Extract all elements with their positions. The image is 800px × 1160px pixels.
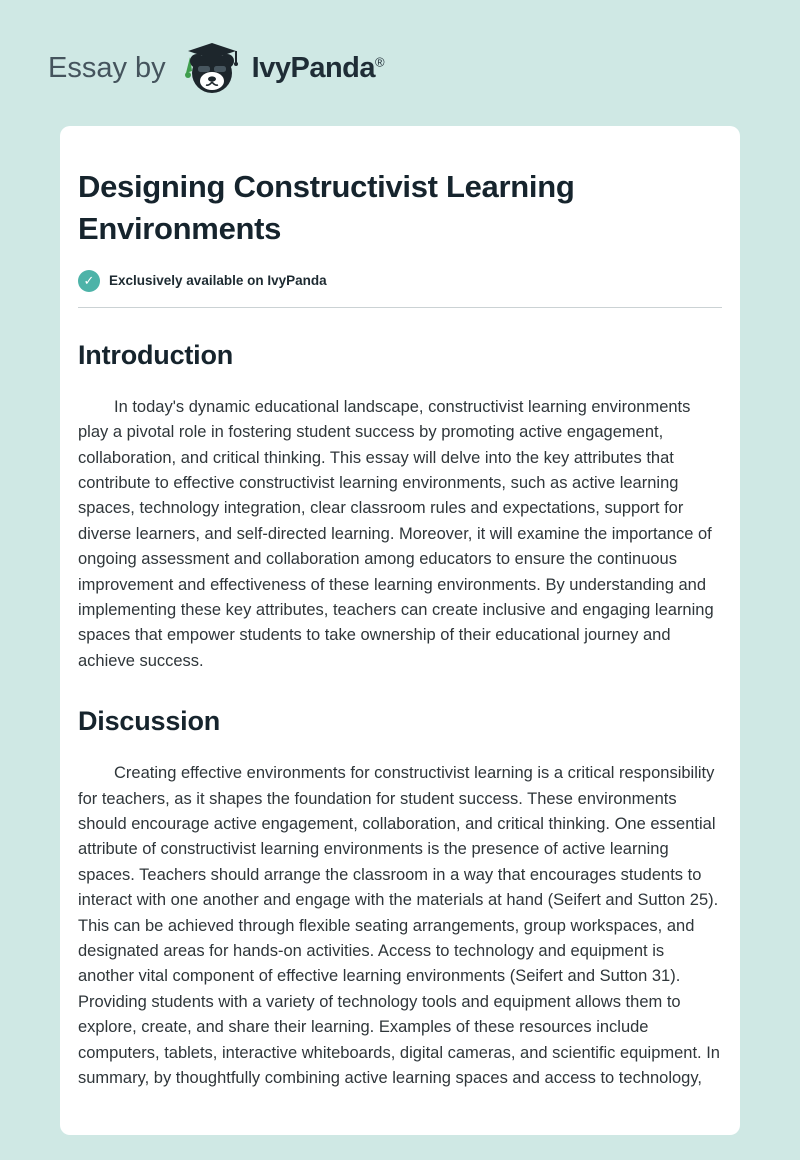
- discussion-paragraph: Creating effective environments for constructivist learning is a critical responsibility for teachers, as it shapes the foundation for student success. These environments should encourage active engagement, collaboration, and critical thinking. One essential attribute of constructivist learning environments is the presence of active learning spaces. Teachers should arrange the classroom in a way that encourages students to interact with one another and engage with the materials at hand (Seifert and Sutton 25). This can be achieved through flexible seating arrangements, group workspaces, and designated areas for hands-on activities. Access to technology and equipment is another vital component of effective learning environments (Seifert and Sutton 31). Providing students with a variety of technology tools and equipment allows them to explore, create, and share their learning. Examples of these resources include computers, tablets, interactive whiteboards, digital cameras, and scientific equipment. In summary, by thoughtfully combining active learning spaces and access to technology,: [78, 764, 720, 1088]
- divider: [78, 307, 722, 308]
- availability-badge: [78, 270, 722, 292]
- introduction-paragraph: In today's dynamic educational landscape, constructivist learning environments play a pivotal role in fostering student success by promoting active engagement, collaboration, and critical thinking. This essay will delve into the key attributes that contribute to effective constructivist learning environments, such as active learning spaces, technology integration, clear classroom rules and expectations, support for diverse learners, and self-directed learning. Moreover, it will examine the importance of ongoing assessment and collaboration among educators to ensure the continuous improvement and effectiveness of these learning environments. By understanding and implementing these key attributes, teachers can create inclusive and engaging learning spaces that empower students to take ownership of their educational journey and achieve success.: [78, 397, 714, 670]
- site-header: [0, 0, 800, 100]
- section-heading-introduction: Introduction: [78, 339, 234, 370]
- brand-name[interactable]: IvyPanda®: [251, 51, 385, 84]
- registered-trademark: ®: [375, 53, 385, 69]
- section-heading-discussion: Discussion: [78, 706, 221, 737]
- essay-card: [60, 126, 740, 1135]
- check-icon: ✓: [78, 270, 100, 292]
- ivypanda-logo: [180, 39, 242, 97]
- page-title: Designing Constructivist Learning Environments: [78, 169, 575, 246]
- ivypanda-logo-link[interactable]: [180, 39, 384, 97]
- essay-by-label: Essay by: [48, 51, 166, 84]
- availability-badge-label: Exclusively available on IvyPanda: [109, 273, 327, 289]
